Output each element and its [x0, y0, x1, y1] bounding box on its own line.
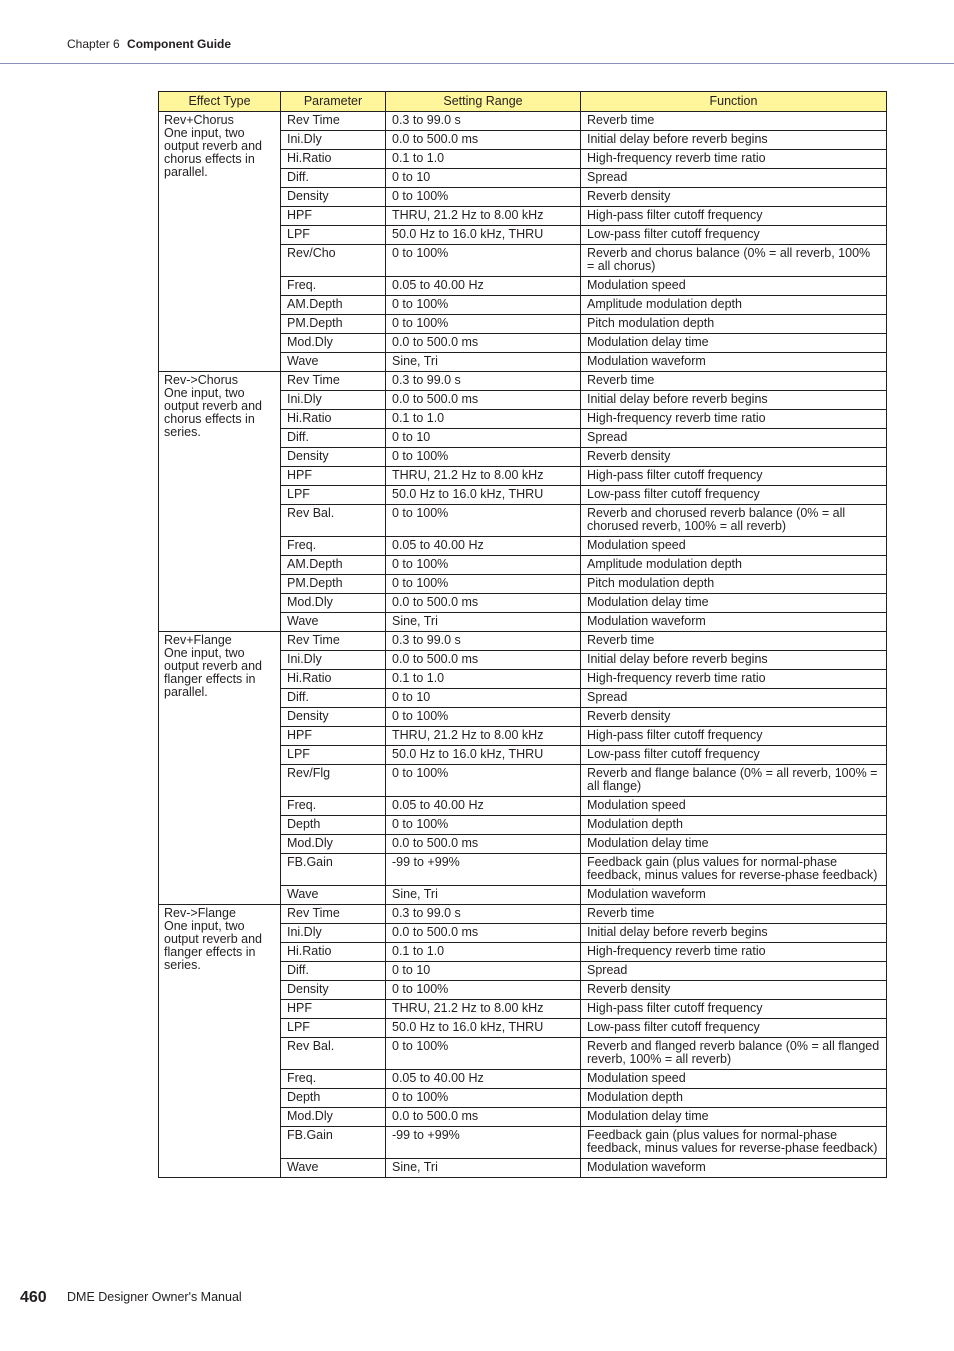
- header-rule: [0, 63, 954, 64]
- function-cell: Reverb and flanged reverb balance (0% = all flanged reverb, 100% = all reverb): [581, 1038, 887, 1070]
- function-cell: Low-pass filter cutoff frequency: [581, 226, 887, 245]
- chapter-title: Component Guide: [127, 37, 232, 51]
- parameter-cell: Ini.Dly: [281, 131, 386, 150]
- setting-range-cell: THRU, 21.2 Hz to 8.00 kHz: [386, 1000, 581, 1019]
- function-cell: Modulation waveform: [581, 613, 887, 632]
- setting-range-cell: 0.0 to 500.0 ms: [386, 334, 581, 353]
- function-cell: Reverb and chorused reverb balance (0% = all chorused reverb, 100% = all reverb): [581, 505, 887, 537]
- effect-type-name: Rev->Flange: [164, 906, 236, 920]
- table-row: [159, 905, 887, 924]
- function-cell: Modulation delay time: [581, 594, 887, 613]
- setting-range-cell: 0.0 to 500.0 ms: [386, 391, 581, 410]
- function-cell: Initial delay before reverb begins: [581, 391, 887, 410]
- setting-range-cell: 0 to 100%: [386, 708, 581, 727]
- function-cell: Low-pass filter cutoff frequency: [581, 1019, 887, 1038]
- function-cell: Reverb density: [581, 708, 887, 727]
- setting-range-cell: 0.1 to 1.0: [386, 410, 581, 429]
- manual-title: DME Designer Owner's Manual: [67, 1290, 242, 1304]
- setting-range-cell: 0.0 to 500.0 ms: [386, 835, 581, 854]
- function-cell: Reverb density: [581, 448, 887, 467]
- col-header-parameter: Parameter: [281, 92, 386, 112]
- parameter-cell: Diff.: [281, 962, 386, 981]
- function-cell: Modulation waveform: [581, 886, 887, 905]
- setting-range-cell: 50.0 Hz to 16.0 kHz, THRU: [386, 1019, 581, 1038]
- parameter-cell: Freq.: [281, 1070, 386, 1089]
- function-cell: Modulation depth: [581, 816, 887, 835]
- function-cell: Pitch modulation depth: [581, 575, 887, 594]
- parameter-cell: Rev Bal.: [281, 1038, 386, 1070]
- function-cell: Pitch modulation depth: [581, 315, 887, 334]
- running-header: [67, 37, 231, 51]
- parameter-cell: Hi.Ratio: [281, 670, 386, 689]
- parameter-cell: Density: [281, 188, 386, 207]
- setting-range-cell: 0.1 to 1.0: [386, 943, 581, 962]
- table-header-row: [159, 92, 887, 112]
- setting-range-cell: 0 to 100%: [386, 315, 581, 334]
- function-cell: Low-pass filter cutoff frequency: [581, 486, 887, 505]
- function-cell: Reverb density: [581, 981, 887, 1000]
- setting-range-cell: 50.0 Hz to 16.0 kHz, THRU: [386, 486, 581, 505]
- parameter-cell: Ini.Dly: [281, 651, 386, 670]
- function-cell: Reverb density: [581, 188, 887, 207]
- function-cell: Reverb and flange balance (0% = all reverb, 100% = all flange): [581, 765, 887, 797]
- col-header-function: Function: [581, 92, 887, 112]
- parameter-cell: Wave: [281, 353, 386, 372]
- function-cell: Spread: [581, 689, 887, 708]
- function-cell: Modulation delay time: [581, 334, 887, 353]
- function-cell: Modulation waveform: [581, 353, 887, 372]
- function-cell: Reverb time: [581, 632, 887, 651]
- effect-type-cell: [159, 372, 281, 632]
- setting-range-cell: THRU, 21.2 Hz to 8.00 kHz: [386, 207, 581, 226]
- function-cell: Initial delay before reverb begins: [581, 651, 887, 670]
- function-cell: Reverb time: [581, 372, 887, 391]
- setting-range-cell: 0.0 to 500.0 ms: [386, 924, 581, 943]
- parameter-cell: Rev Time: [281, 905, 386, 924]
- setting-range-cell: 0.1 to 1.0: [386, 670, 581, 689]
- function-cell: High-pass filter cutoff frequency: [581, 467, 887, 486]
- effect-type-description: One input, two output reverb and chorus effects in parallel.: [164, 126, 262, 179]
- setting-range-cell: 0 to 100%: [386, 1089, 581, 1108]
- parameter-cell: Rev/Cho: [281, 245, 386, 277]
- setting-range-cell: 0.05 to 40.00 Hz: [386, 797, 581, 816]
- setting-range-cell: 0 to 100%: [386, 296, 581, 315]
- chapter-label: Chapter 6: [67, 37, 120, 51]
- setting-range-cell: 0.0 to 500.0 ms: [386, 131, 581, 150]
- parameter-cell: Ini.Dly: [281, 391, 386, 410]
- setting-range-cell: 0 to 100%: [386, 556, 581, 575]
- setting-range-cell: 0.0 to 500.0 ms: [386, 651, 581, 670]
- parameter-cell: Freq.: [281, 797, 386, 816]
- setting-range-cell: 0.0 to 500.0 ms: [386, 1108, 581, 1127]
- setting-range-cell: 0 to 10: [386, 962, 581, 981]
- setting-range-cell: 0 to 10: [386, 429, 581, 448]
- parameter-cell: HPF: [281, 727, 386, 746]
- function-cell: Modulation speed: [581, 537, 887, 556]
- effect-type-cell: [159, 632, 281, 905]
- setting-range-cell: Sine, Tri: [386, 353, 581, 372]
- setting-range-cell: 0 to 100%: [386, 575, 581, 594]
- function-cell: Modulation delay time: [581, 835, 887, 854]
- parameter-cell: Freq.: [281, 277, 386, 296]
- function-cell: Modulation speed: [581, 1070, 887, 1089]
- setting-range-cell: THRU, 21.2 Hz to 8.00 kHz: [386, 467, 581, 486]
- table-row: [159, 372, 887, 391]
- function-cell: Modulation delay time: [581, 1108, 887, 1127]
- setting-range-cell: Sine, Tri: [386, 613, 581, 632]
- effect-type-name: Rev->Chorus: [164, 373, 238, 387]
- function-cell: Modulation waveform: [581, 1159, 887, 1178]
- parameter-cell: Diff.: [281, 689, 386, 708]
- parameter-cell: Diff.: [281, 169, 386, 188]
- function-cell: Reverb and chorus balance (0% = all reverb, 100% = all chorus): [581, 245, 887, 277]
- function-cell: Initial delay before reverb begins: [581, 924, 887, 943]
- parameter-cell: Density: [281, 448, 386, 467]
- effect-type-description: One input, two output reverb and chorus effects in series.: [164, 386, 262, 439]
- function-cell: Spread: [581, 169, 887, 188]
- setting-range-cell: 0 to 10: [386, 169, 581, 188]
- parameter-cell: Mod.Dly: [281, 1108, 386, 1127]
- parameter-cell: Rev Bal.: [281, 505, 386, 537]
- function-cell: Low-pass filter cutoff frequency: [581, 746, 887, 765]
- parameter-cell: HPF: [281, 467, 386, 486]
- setting-range-cell: -99 to +99%: [386, 854, 581, 886]
- parameter-cell: Wave: [281, 886, 386, 905]
- function-cell: Reverb time: [581, 905, 887, 924]
- function-cell: High-pass filter cutoff frequency: [581, 207, 887, 226]
- function-cell: Feedback gain (plus values for normal-phase feedback, minus values for reverse-phase feedback): [581, 1127, 887, 1159]
- parameter-cell: LPF: [281, 746, 386, 765]
- effect-type-description: One input, two output reverb and flanger effects in series.: [164, 919, 262, 972]
- parameter-cell: FB.Gain: [281, 854, 386, 886]
- table-row: [159, 112, 887, 131]
- parameter-cell: Mod.Dly: [281, 334, 386, 353]
- function-cell: Reverb time: [581, 112, 887, 131]
- function-cell: Modulation speed: [581, 277, 887, 296]
- col-header-setting-range: Setting Range: [386, 92, 581, 112]
- setting-range-cell: Sine, Tri: [386, 1159, 581, 1178]
- setting-range-cell: 0 to 100%: [386, 505, 581, 537]
- parameter-cell: Rev/Flg: [281, 765, 386, 797]
- effect-type-cell: [159, 905, 281, 1178]
- setting-range-cell: 0 to 10: [386, 689, 581, 708]
- function-cell: Modulation depth: [581, 1089, 887, 1108]
- parameter-cell: Mod.Dly: [281, 594, 386, 613]
- function-cell: Amplitude modulation depth: [581, 556, 887, 575]
- setting-range-cell: 0.05 to 40.00 Hz: [386, 537, 581, 556]
- function-cell: High-frequency reverb time ratio: [581, 410, 887, 429]
- function-cell: Amplitude modulation depth: [581, 296, 887, 315]
- parameter-cell: Density: [281, 981, 386, 1000]
- function-cell: High-frequency reverb time ratio: [581, 943, 887, 962]
- parameter-cell: Rev Time: [281, 112, 386, 131]
- parameter-cell: AM.Depth: [281, 556, 386, 575]
- page-number: 460: [20, 1289, 47, 1306]
- setting-range-cell: 50.0 Hz to 16.0 kHz, THRU: [386, 746, 581, 765]
- parameter-cell: Rev Time: [281, 632, 386, 651]
- setting-range-cell: 0 to 100%: [386, 188, 581, 207]
- effect-parameter-table: [158, 91, 887, 1178]
- setting-range-cell: 0 to 100%: [386, 1038, 581, 1070]
- effect-type-name: Rev+Chorus: [164, 113, 234, 127]
- setting-range-cell: 0.05 to 40.00 Hz: [386, 1070, 581, 1089]
- setting-range-cell: 0.1 to 1.0: [386, 150, 581, 169]
- parameter-cell: HPF: [281, 1000, 386, 1019]
- function-cell: Initial delay before reverb begins: [581, 131, 887, 150]
- parameter-cell: Wave: [281, 1159, 386, 1178]
- setting-range-cell: THRU, 21.2 Hz to 8.00 kHz: [386, 727, 581, 746]
- function-cell: Modulation speed: [581, 797, 887, 816]
- setting-range-cell: 0.3 to 99.0 s: [386, 632, 581, 651]
- parameter-cell: Freq.: [281, 537, 386, 556]
- function-cell: Feedback gain (plus values for normal-phase feedback, minus values for reverse-phase feedback): [581, 854, 887, 886]
- parameter-cell: LPF: [281, 226, 386, 245]
- parameter-cell: Rev Time: [281, 372, 386, 391]
- parameter-cell: PM.Depth: [281, 315, 386, 334]
- function-cell: High-pass filter cutoff frequency: [581, 727, 887, 746]
- function-cell: High-frequency reverb time ratio: [581, 150, 887, 169]
- parameter-cell: FB.Gain: [281, 1127, 386, 1159]
- parameter-cell: Density: [281, 708, 386, 727]
- parameter-cell: Depth: [281, 1089, 386, 1108]
- setting-range-cell: 0 to 100%: [386, 448, 581, 467]
- table-row: [159, 632, 887, 651]
- parameter-cell: Mod.Dly: [281, 835, 386, 854]
- parameter-cell: Hi.Ratio: [281, 943, 386, 962]
- table-body: [159, 112, 887, 1178]
- setting-range-cell: 0.3 to 99.0 s: [386, 112, 581, 131]
- parameter-cell: LPF: [281, 1019, 386, 1038]
- col-header-effect-type: Effect Type: [159, 92, 281, 112]
- setting-range-cell: 0.05 to 40.00 Hz: [386, 277, 581, 296]
- parameter-cell: Hi.Ratio: [281, 410, 386, 429]
- parameter-cell: AM.Depth: [281, 296, 386, 315]
- setting-range-cell: 0.0 to 500.0 ms: [386, 594, 581, 613]
- setting-range-cell: 0 to 100%: [386, 816, 581, 835]
- function-cell: High-pass filter cutoff frequency: [581, 1000, 887, 1019]
- effect-type-name: Rev+Flange: [164, 633, 232, 647]
- setting-range-cell: 0 to 100%: [386, 245, 581, 277]
- parameter-cell: HPF: [281, 207, 386, 226]
- function-cell: Spread: [581, 429, 887, 448]
- parameter-cell: Ini.Dly: [281, 924, 386, 943]
- effect-type-cell: [159, 112, 281, 372]
- parameter-cell: Wave: [281, 613, 386, 632]
- setting-range-cell: Sine, Tri: [386, 886, 581, 905]
- parameter-cell: Depth: [281, 816, 386, 835]
- setting-range-cell: 50.0 Hz to 16.0 kHz, THRU: [386, 226, 581, 245]
- parameter-cell: Hi.Ratio: [281, 150, 386, 169]
- effect-type-description: One input, two output reverb and flanger effects in parallel.: [164, 646, 262, 699]
- setting-range-cell: -99 to +99%: [386, 1127, 581, 1159]
- parameter-cell: Diff.: [281, 429, 386, 448]
- setting-range-cell: 0 to 100%: [386, 981, 581, 1000]
- setting-range-cell: 0.3 to 99.0 s: [386, 372, 581, 391]
- setting-range-cell: 0 to 100%: [386, 765, 581, 797]
- parameter-cell: LPF: [281, 486, 386, 505]
- function-cell: Spread: [581, 962, 887, 981]
- function-cell: High-frequency reverb time ratio: [581, 670, 887, 689]
- setting-range-cell: 0.3 to 99.0 s: [386, 905, 581, 924]
- parameter-cell: PM.Depth: [281, 575, 386, 594]
